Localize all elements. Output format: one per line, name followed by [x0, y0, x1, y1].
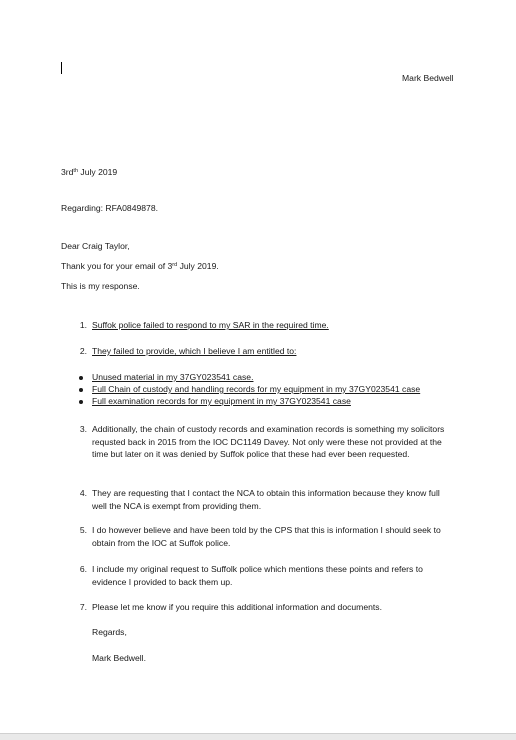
list-item: Please let me know if you require this additional information and documents.: [92, 602, 382, 612]
text-cursor: [61, 62, 62, 74]
list-item: They failed to provide, which I believe I am entitled to:: [92, 346, 297, 356]
letter-date: [61, 166, 117, 178]
item-number: 7.: [79, 602, 87, 612]
thanks-before: Thank you for your email of 3: [61, 261, 173, 271]
regarding-line: Regarding: RFA0849878.: [61, 203, 158, 213]
bullet-icon: [79, 400, 83, 404]
item-number: 5.: [79, 525, 87, 535]
list-item: Additionally, the chain of custody records and examination records is something my solicitors requsted back in 2015 from the IOC DC1149 Davey. Not only were these not provided at the time but later on it was denied by Suffok police that these had ever been requested.: [92, 424, 445, 459]
bullet-icon: [79, 388, 83, 392]
signature: Mark Bedwell.: [92, 653, 146, 663]
bullet-icon: [79, 376, 83, 380]
thanks-after: July 2019.: [177, 261, 219, 271]
thanks-line: [61, 260, 219, 272]
closing-regards: Regards,: [92, 627, 127, 637]
date-day: 3rd: [61, 167, 74, 177]
list-item: Suffok police failed to respond to my SAR in the required time.: [92, 320, 329, 330]
bullet-item: Full Chain of custody and handling records for my equipment in my 37GY023541 case: [92, 384, 421, 394]
date-rest: July 2019: [78, 167, 118, 177]
response-intro: This is my response.: [61, 281, 140, 291]
bullet-item: Unused material in my 37GY023541 case.: [92, 372, 254, 382]
item-number: 2.: [79, 346, 87, 356]
list-item: They are requesting that I contact the NCA to obtain this information because they know full well the NCA is exempt from providing them.: [92, 488, 440, 511]
bullet-item: Full examination records for my equipment in my 37GY023541 case: [92, 396, 351, 406]
list-item: I include my original request to Suffolk police which mentions these points and refers to evidence I provided to back them up.: [92, 564, 423, 587]
salutation: Dear Craig Taylor,: [61, 241, 130, 251]
item-number: 6.: [79, 564, 87, 574]
item-number: 1.: [79, 320, 87, 330]
item-number: 3.: [79, 424, 87, 434]
date-superscript: th: [73, 168, 79, 174]
item-number: 4.: [79, 488, 87, 498]
sender-name: Mark Bedwell: [402, 73, 454, 83]
thanks-superscript: rd: [172, 262, 178, 268]
page-bottom-edge: [0, 733, 516, 740]
list-item: I do however believe and have been told by the CPS that this is information I should seek to obtain from the IOC at Suffok police.: [92, 525, 441, 548]
